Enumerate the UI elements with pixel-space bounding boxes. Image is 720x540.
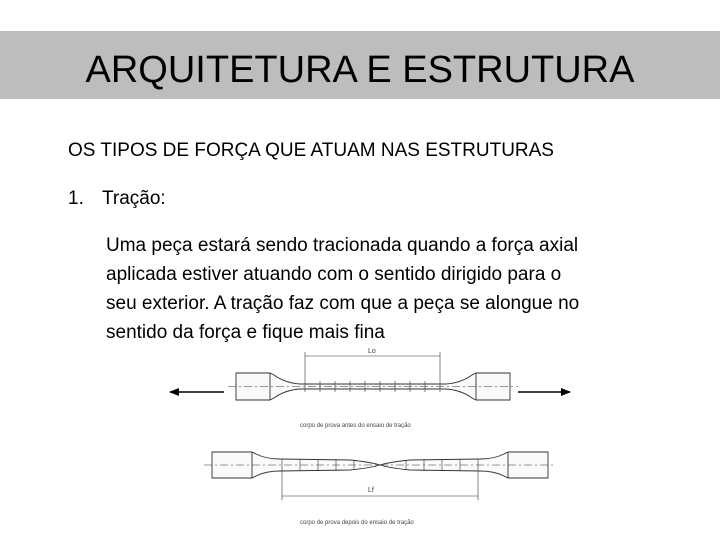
paragraph-line: aplicada estiver atuando com o sentido dirigido para o <box>106 264 562 285</box>
slide-subtitle: OS TIPOS DE FORÇA QUE ATUAM NAS ESTRUTURAS <box>68 140 554 161</box>
title-bar <box>0 31 720 99</box>
paragraph-line: Uma peça estará sendo tracionada quando a força axial <box>106 235 579 256</box>
caption-after-test: corpo de prova depois do ensaio de tração <box>300 520 414 526</box>
caption-before-test: corpo de prova antes do ensaio de tração <box>300 423 411 429</box>
paragraph-line: sentido da força e fique mais fina <box>106 322 385 343</box>
dimension-label-lf: Lf <box>368 487 374 494</box>
paragraph-line: seu exterior. A tração faz com que a peça se alongue no <box>106 293 580 314</box>
list-item-number: 1. <box>68 188 84 209</box>
slide-title: ARQUITETURA E ESTRUTURA <box>85 49 635 91</box>
tension-description <box>106 231 579 347</box>
specimen-after-test <box>204 452 556 500</box>
dimension-label-lo: Lo <box>368 348 376 355</box>
tensile-test-figure <box>0 340 720 540</box>
list-item-label: Tração: <box>102 188 166 209</box>
specimen-before-test <box>228 352 518 400</box>
